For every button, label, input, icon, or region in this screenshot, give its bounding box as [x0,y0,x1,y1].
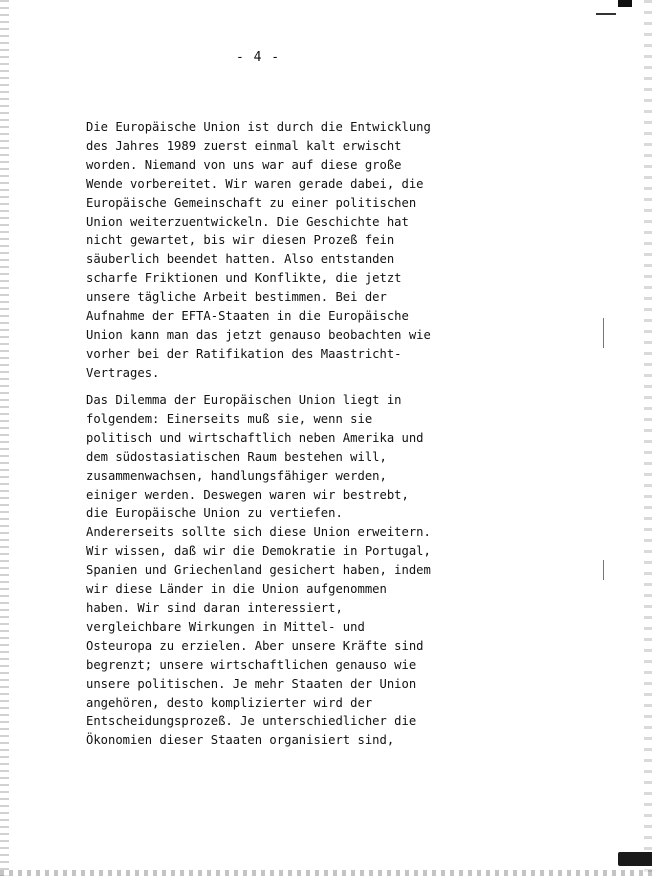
text-line: unsere tägliche Arbeit bestimmen. Bei der [86,290,387,305]
scan-left-edge [0,0,9,876]
text-line: vorher bei der Ratifikation des Maastricht- [86,346,402,361]
scan-corner-dash [596,13,616,15]
text-line: vergleichbare Wirkungen in Mittel- und [86,619,365,634]
text-line: nicht gewartet, bis wir diesen Prozeß fein [86,233,395,248]
text-line: Aufnahme der EFTA-Staaten in die Europäische [86,309,409,324]
text-line: haben. Wir sind daran interessiert, [86,600,343,615]
text-line: unsere politischen. Je mehr Staaten der Union [86,676,417,691]
scan-bottom-edge [0,870,652,876]
scan-ink-blot [618,852,652,866]
text-line: einiger werden. Deswegen waren wir bestrebt, [86,487,409,502]
scan-corner-mark [618,0,632,7]
text-line: die Europäische Union zu vertiefen. [86,506,343,521]
text-line: begrenzt; unsere wirtschaftlichen genauso wie [86,657,417,672]
text-line: Europäische Gemeinschaft zu einer politischen [86,195,417,210]
text-line: angehören, desto komplizierter wird der [86,695,373,710]
margin-mark [603,318,604,348]
text-line: Osteuropa zu erzielen. Aber unsere Kräfte sind [86,638,424,653]
text-line: dem südostasiatischen Raum bestehen will, [86,449,387,464]
text-line: säuberlich beendet hatten. Also entstanden [86,252,395,267]
text-line: Wir wissen, daß wir die Demokratie in Portugal, [86,544,431,559]
paragraph-1 [86,118,446,383]
text-line: politisch und wirtschaftlich neben Amerika und [86,430,424,445]
text-line: Das Dilemma der Europäischen Union liegt in [86,393,402,407]
paragraph-2 [86,391,446,750]
text-line: Entscheidungsprozeß. Je unterschiedlicher die [86,714,417,729]
text-line: wir diese Länder in die Union aufgenommen [86,582,387,597]
margin-mark [603,560,604,580]
scan-right-edge [644,0,652,876]
text-line: des Jahres 1989 zuerst einmal kalt erwischt [86,138,402,153]
text-line: Vertrages. [86,365,160,380]
text-line: zusammenwachsen, handlungsfähiger werden, [86,468,387,483]
text-line: folgendem: Einerseits muß sie, wenn sie [86,411,373,426]
text-line: worden. Niemand von uns war auf diese große [86,157,402,172]
text-line: Andererseits sollte sich diese Union erweitern. [86,525,431,540]
text-line: Wende vorbereitet. Wir waren gerade dabei, die [86,176,424,191]
text-line: Spanien und Griechenland gesichert haben, indem [86,563,431,578]
text-line: Union kann man das jetzt genauso beobachten wie [86,327,431,342]
text-line: Die Europäische Union ist durch die Entwicklung [86,120,431,134]
text-line: Ökonomien dieser Staaten organisiert sind, [86,733,395,748]
text-line: Union weiterzuentwickeln. Die Geschichte hat [86,214,409,229]
text-line: scharfe Friktionen und Konflikte, die jetzt [86,271,402,286]
page-number: - 4 - [236,50,281,65]
